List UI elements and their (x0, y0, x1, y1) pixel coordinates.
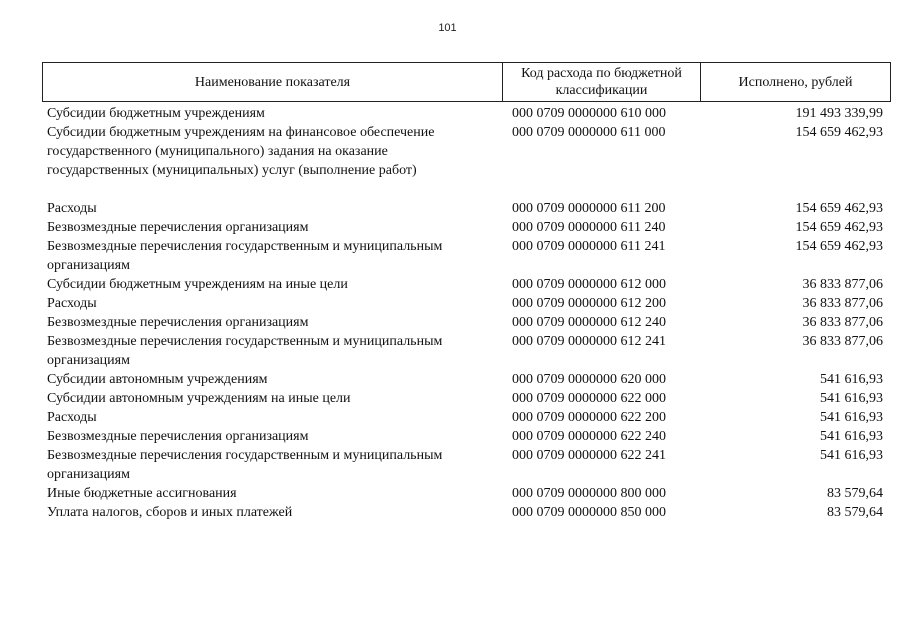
row-code: 000 0709 0000000 622 241 (512, 448, 666, 463)
row-amount: 541 616,93 (820, 429, 883, 444)
row-name: Субсидии автономным учреждениям (47, 372, 268, 387)
row-amount: 541 616,93 (820, 372, 883, 387)
table-row (47, 503, 883, 522)
row-name: Безвозмездные перечисления государственным и муниципальным организациям (47, 448, 443, 482)
row-code: 000 0709 0000000 610 000 (512, 106, 666, 121)
column-header-name: Наименование показателя (43, 63, 503, 101)
table-row (47, 218, 883, 237)
column-header-code: Код расхода по бюджетной классификации (503, 63, 701, 101)
table-row (47, 275, 883, 294)
row-name: Безвозмездные перечисления государственным и муниципальным организациям (47, 239, 443, 273)
row-name: Субсидии бюджетным учреждениям на финансовое обеспечение государственного (муниципального) задания на оказание государственных (муниципальных) услуг (выполнение работ) (47, 125, 435, 178)
table-row (47, 332, 883, 370)
table-row (47, 484, 883, 503)
row-name: Расходы (47, 296, 97, 311)
table-row (47, 104, 883, 123)
row-amount: 83 579,64 (827, 505, 883, 520)
row-amount: 83 579,64 (827, 486, 883, 501)
row-name: Безвозмездные перечисления государственным и муниципальным организациям (47, 334, 443, 368)
row-code: 000 0709 0000000 611 240 (512, 220, 666, 235)
column-header-amount: Исполнено, рублей (738, 74, 853, 90)
row-code: 000 0709 0000000 622 200 (512, 410, 666, 425)
table-row (47, 294, 883, 313)
row-code: 000 0709 0000000 622 000 (512, 391, 666, 406)
row-name: Безвозмездные перечисления организациям (47, 220, 309, 235)
row-code: 000 0709 0000000 611 200 (512, 201, 666, 216)
row-name: Уплата налогов, сборов и иных платежей (47, 505, 293, 520)
row-amount: 154 659 462,93 (795, 220, 883, 235)
row-amount: 36 833 877,06 (802, 315, 883, 330)
row-code: 000 0709 0000000 612 200 (512, 296, 666, 311)
table-body (47, 104, 883, 522)
row-name: Субсидии автономным учреждениям на иные цели (47, 391, 351, 406)
row-name: Расходы (47, 410, 97, 425)
row-code: 000 0709 0000000 611 000 (512, 125, 666, 140)
row-amount: 191 493 339,99 (795, 106, 883, 121)
table-row (47, 199, 883, 218)
row-name: Безвозмездные перечисления организациям (47, 429, 309, 444)
row-code: 000 0709 0000000 800 000 (512, 486, 666, 501)
row-amount: 36 833 877,06 (802, 334, 883, 349)
table-row (47, 123, 883, 180)
row-amount: 154 659 462,93 (795, 201, 883, 216)
row-amount: 154 659 462,93 (795, 125, 883, 140)
row-name: Иные бюджетные ассигнования (47, 486, 237, 501)
table-row (47, 237, 883, 275)
row-code: 000 0709 0000000 611 241 (512, 239, 666, 254)
table-row (47, 313, 883, 332)
table-row (47, 446, 883, 484)
row-amount: 541 616,93 (820, 410, 883, 425)
row-code: 000 0709 0000000 620 000 (512, 372, 666, 387)
row-code: 000 0709 0000000 612 240 (512, 315, 666, 330)
row-code: 000 0709 0000000 622 240 (512, 429, 666, 444)
row-amount: 36 833 877,06 (802, 277, 883, 292)
row-code: 000 0709 0000000 612 241 (512, 334, 666, 349)
table-row (47, 408, 883, 427)
row-amount: 36 833 877,06 (802, 296, 883, 311)
row-name: Расходы (47, 201, 97, 216)
row-amount: 541 616,93 (820, 448, 883, 463)
row-name: Субсидии бюджетным учреждениям (47, 106, 265, 121)
row-code: 000 0709 0000000 850 000 (512, 505, 666, 520)
row-amount: 541 616,93 (820, 391, 883, 406)
table-row (47, 389, 883, 408)
row-amount: 154 659 462,93 (795, 239, 883, 254)
row-name: Субсидии бюджетным учреждениям на иные цели (47, 277, 348, 292)
table-row (47, 370, 883, 389)
row-name: Безвозмездные перечисления организациям (47, 315, 309, 330)
table-row (47, 427, 883, 446)
row-code: 000 0709 0000000 612 000 (512, 277, 666, 292)
page-number: 101 (438, 22, 457, 34)
table-header (42, 62, 891, 102)
